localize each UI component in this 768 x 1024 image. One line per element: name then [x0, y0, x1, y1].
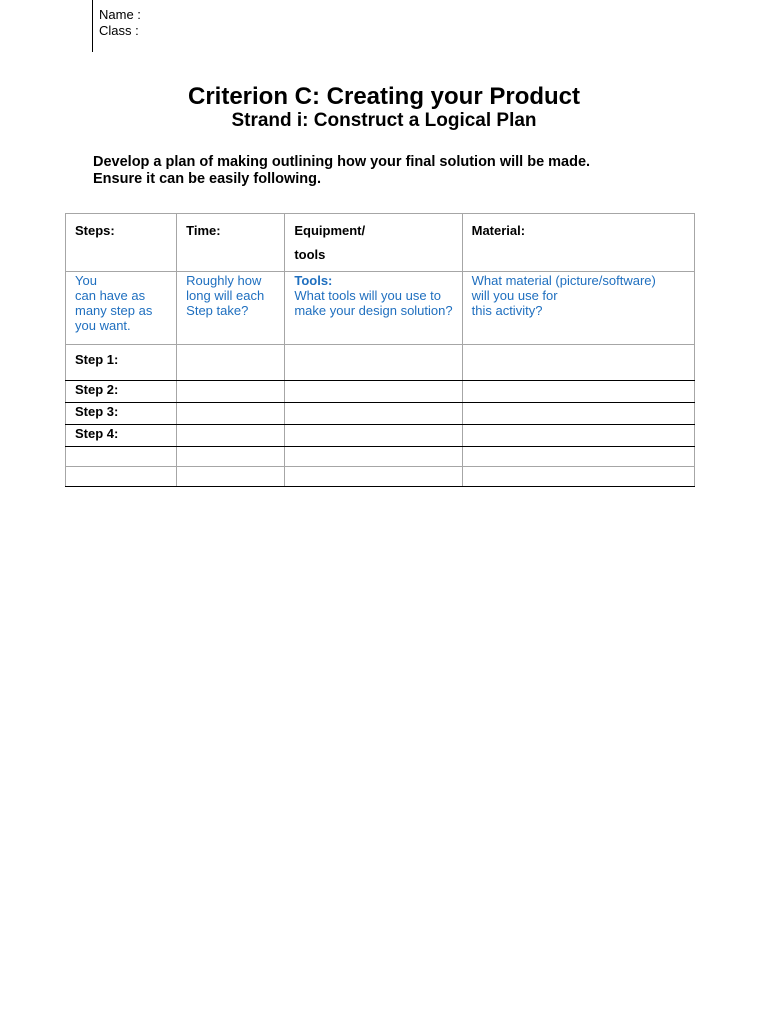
- desc-time: [177, 272, 285, 345]
- table-row: [66, 345, 695, 381]
- desc-steps: [66, 272, 177, 345]
- desc-time-line: long will each: [186, 288, 265, 303]
- class-label: Class :: [99, 23, 139, 38]
- step-label: Step 4:: [66, 425, 177, 447]
- instructions-line-2: Ensure it can be easily following.: [93, 171, 322, 187]
- instructions-line-1: Develop a plan of making outlining how your final solution will be made.: [93, 154, 591, 170]
- header-equipment-line1: Equipment/: [294, 223, 366, 238]
- step-label: Step 2:: [66, 381, 177, 403]
- step-time-cell[interactable]: [177, 345, 285, 381]
- empty-cell[interactable]: [66, 467, 177, 487]
- step-material-cell[interactable]: [462, 345, 694, 381]
- step-equipment-cell[interactable]: [285, 425, 462, 447]
- desc-material-line: will you use for: [471, 288, 558, 303]
- step-material-cell[interactable]: [462, 403, 694, 425]
- empty-cell[interactable]: [66, 447, 177, 467]
- table-row: [66, 403, 695, 425]
- step-time-cell[interactable]: [177, 403, 285, 425]
- desc-steps-line: you want.: [75, 318, 131, 333]
- table-row: [66, 467, 695, 487]
- plan-table: [65, 213, 695, 487]
- table-row: [66, 425, 695, 447]
- header-time: Time:: [177, 214, 285, 272]
- desc-material-line: this activity?: [471, 303, 543, 318]
- name-label: Name :: [99, 7, 141, 22]
- empty-cell[interactable]: [462, 447, 694, 467]
- table-row: [66, 447, 695, 467]
- empty-cell[interactable]: [177, 467, 285, 487]
- desc-equipment: [285, 272, 462, 345]
- table-description-row: [66, 272, 695, 345]
- desc-time-line: Step take?: [186, 303, 249, 318]
- empty-cell[interactable]: [285, 467, 462, 487]
- instructions: [93, 154, 713, 188]
- page-subtitle: Strand i: Construct a Logical Plan: [231, 110, 537, 131]
- header-equipment-line2: tools: [294, 247, 326, 262]
- empty-cell[interactable]: [462, 467, 694, 487]
- desc-equipment-line: What tools will you use to: [294, 288, 442, 303]
- step-time-cell[interactable]: [177, 381, 285, 403]
- table-row: [66, 381, 695, 403]
- step-material-cell[interactable]: [462, 425, 694, 447]
- empty-cell[interactable]: [177, 447, 285, 467]
- desc-equipment-label: Tools:: [294, 273, 333, 288]
- page-title: Criterion C: Creating your Product: [187, 83, 581, 110]
- step-equipment-cell[interactable]: [285, 345, 462, 381]
- empty-cell[interactable]: [285, 447, 462, 467]
- header-material: Material:: [462, 214, 694, 272]
- step-time-cell[interactable]: [177, 425, 285, 447]
- desc-material-line: What material (picture/software): [471, 273, 656, 288]
- desc-steps-line: You: [75, 273, 97, 288]
- step-label: Step 1:: [66, 345, 177, 381]
- student-info-box: [92, 0, 293, 52]
- desc-equipment-line: make your design solution?: [294, 303, 453, 318]
- step-equipment-cell[interactable]: [285, 403, 462, 425]
- desc-time-line: Roughly how: [186, 273, 262, 288]
- desc-steps-line: can have as: [75, 288, 146, 303]
- step-equipment-cell[interactable]: [285, 381, 462, 403]
- header-steps: Steps:: [66, 214, 177, 272]
- desc-steps-line: many step as: [75, 303, 153, 318]
- step-label: Step 3:: [66, 403, 177, 425]
- step-material-cell[interactable]: [462, 381, 694, 403]
- table-header-row: [66, 214, 695, 272]
- desc-material: [462, 272, 694, 345]
- header-equipment: [285, 214, 462, 272]
